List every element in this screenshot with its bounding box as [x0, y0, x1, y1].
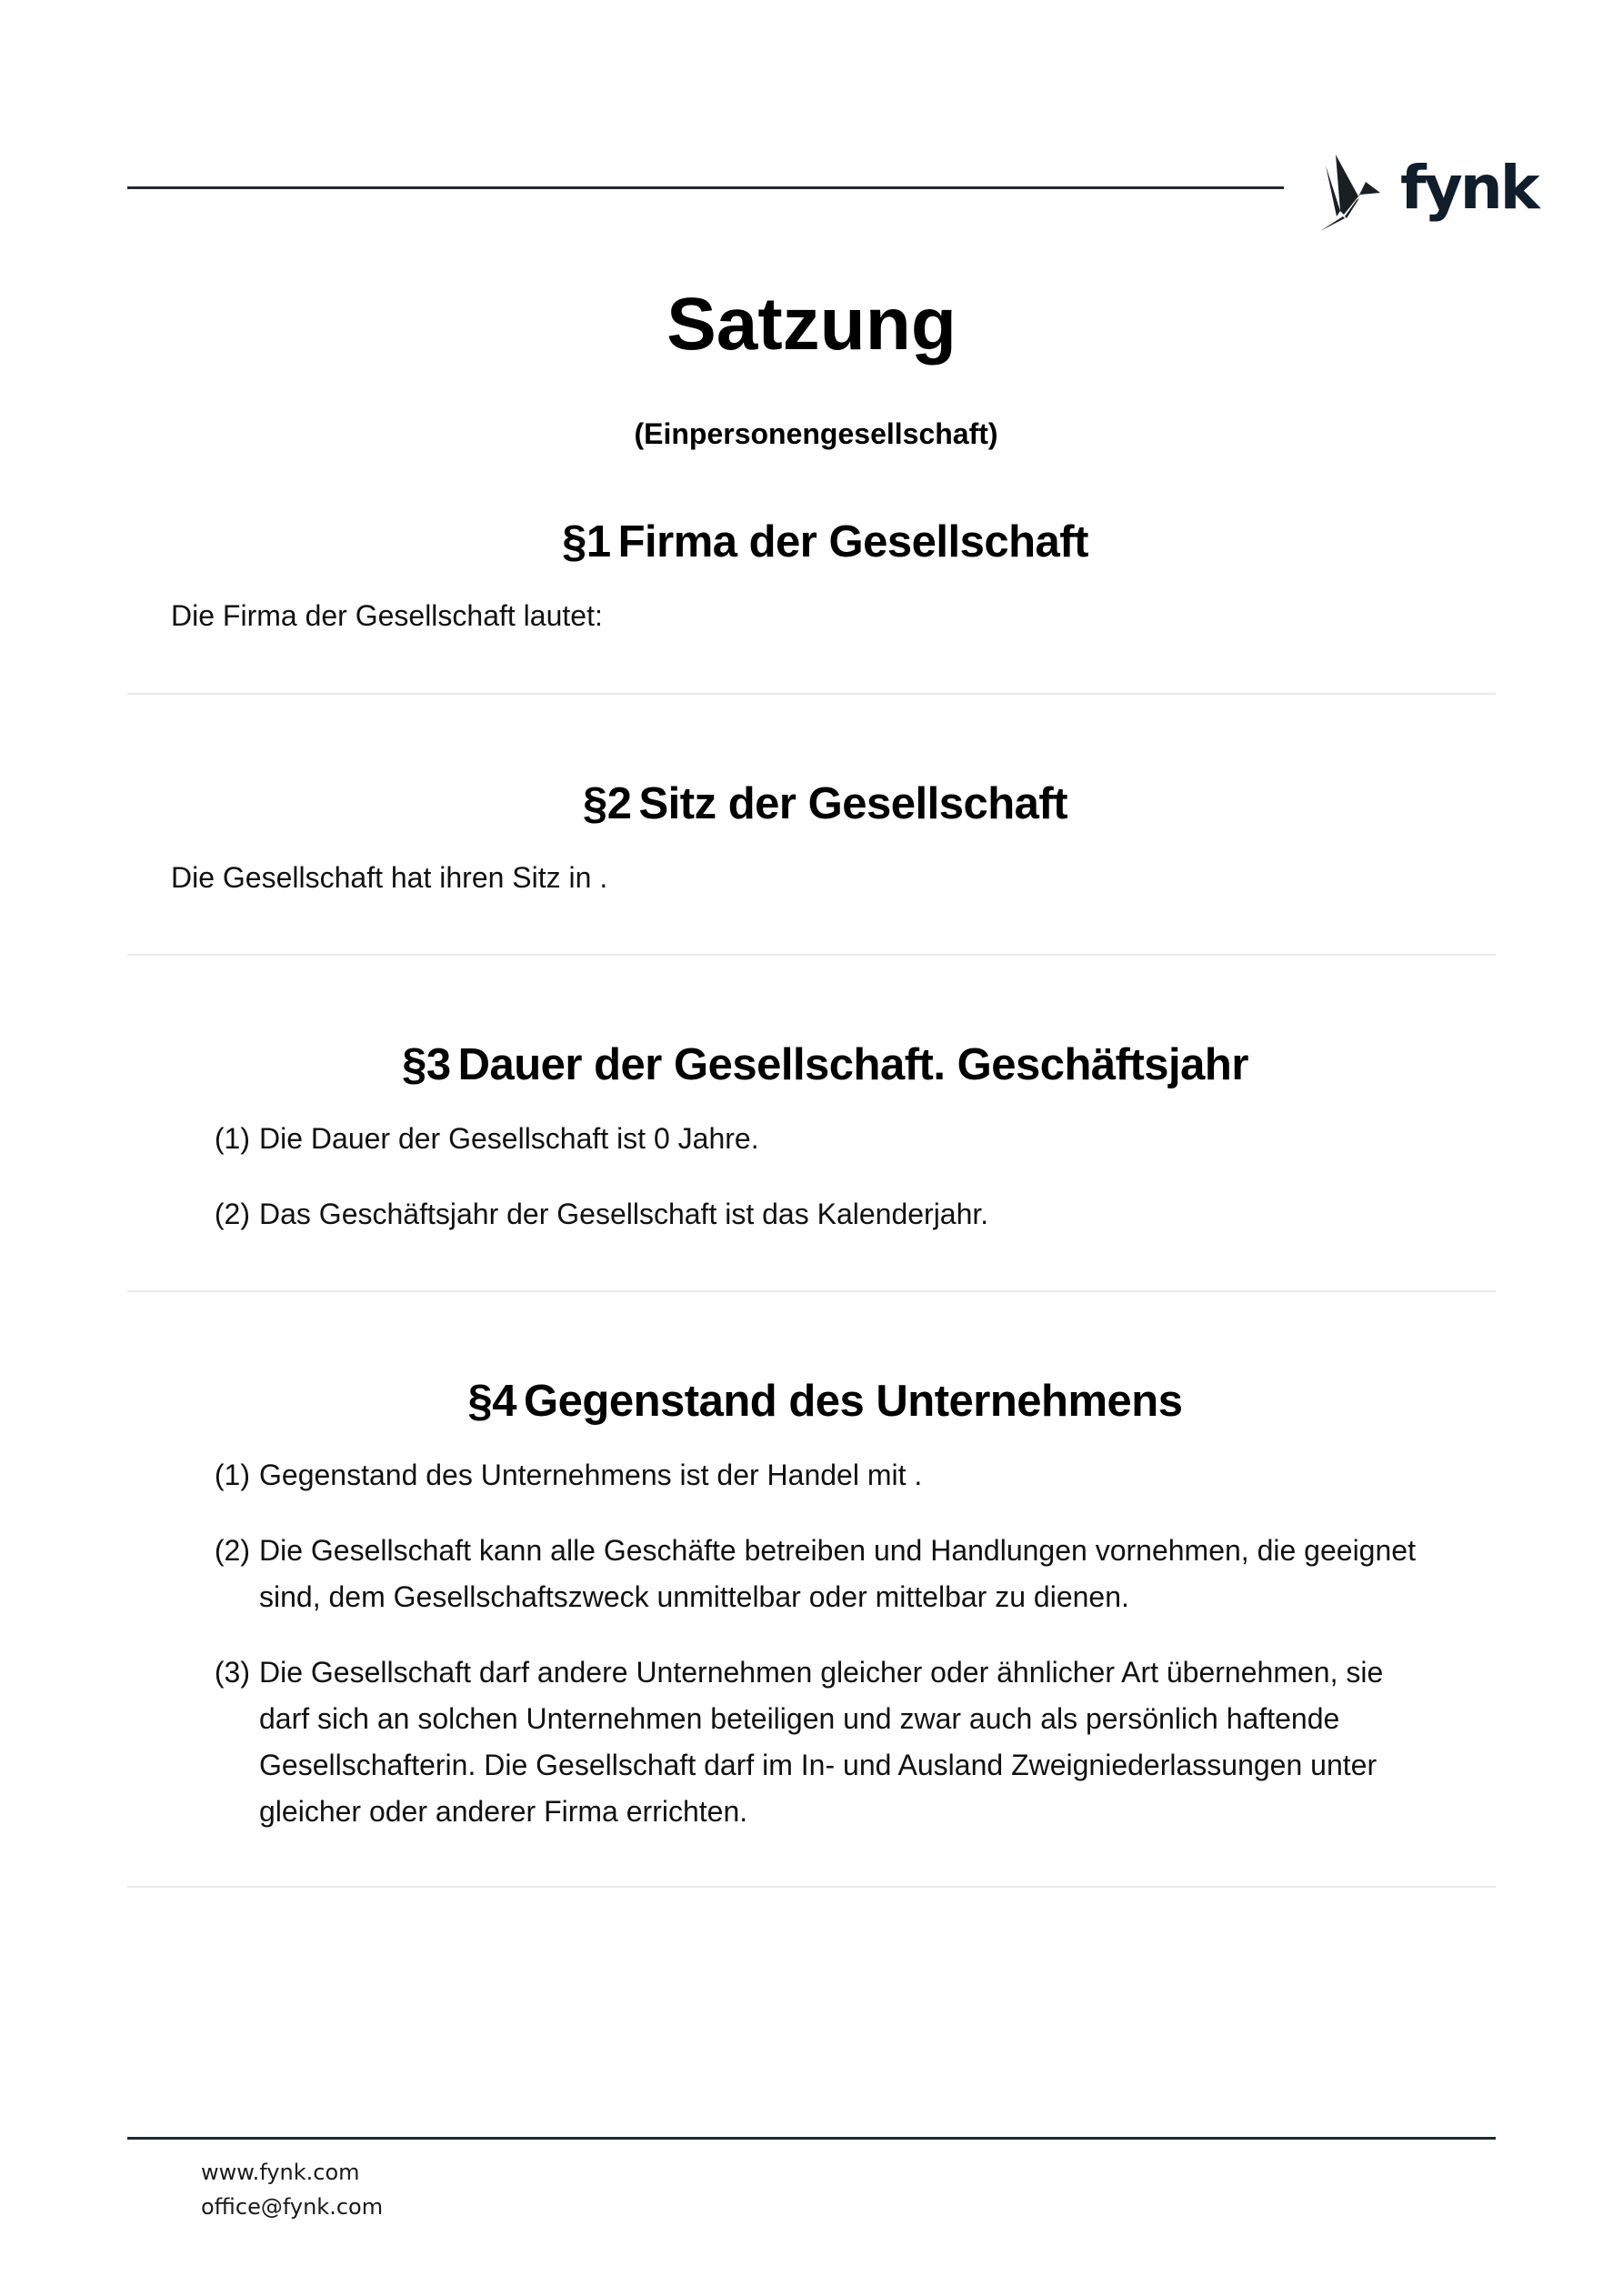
list-item: [171, 1191, 1496, 1238]
section-2: [127, 777, 1496, 901]
list-marker: (1): [214, 1121, 250, 1155]
section-text: Die Gesellschaft hat ihren Sitz in .: [171, 860, 608, 894]
section-body: [127, 855, 1496, 901]
section-body: [127, 593, 1496, 639]
section-heading: [127, 1038, 1496, 1092]
footer-rule: [127, 2137, 1496, 2140]
section-title: Sitz der Gesellschaft: [638, 779, 1068, 828]
section-text: Die Firma der Gesellschaft lautet:: [171, 598, 603, 632]
section-number: §2: [582, 779, 632, 828]
section-number: §4: [467, 1377, 517, 1426]
section-number: §1: [562, 517, 611, 566]
section-separator: [127, 693, 1496, 695]
list-marker: (2): [214, 1533, 250, 1567]
section-title: Dauer der Gesellschaft. Geschäftsjahr: [457, 1040, 1248, 1089]
footer: [201, 2155, 383, 2224]
footer-website-link[interactable]: www.fynk.com: [201, 2160, 360, 2185]
list-text: Die Gesellschaft darf andere Unternehmen gleicher oder ähnlicher Art übernehmen, sie darf sich an solchen Unternehmen beteiligen und zwar auch als persönlich haftende Gesellschafterin. Die Gesellschaft darf im In- und Ausland Zweigniederlassungen unter gleicher oder anderer Firma errichten.: [259, 1655, 1384, 1828]
origami-bird-icon: [1318, 153, 1382, 231]
section-body: [127, 1116, 1496, 1238]
section-1: [127, 516, 1496, 639]
list-text: Die Dauer der Gesellschaft ist 0 Jahre.: [259, 1121, 759, 1155]
list-marker: (2): [214, 1197, 250, 1230]
list-item: [171, 1452, 1496, 1499]
section-separator: [127, 1886, 1496, 1888]
brand-wordmark: fynk: [1400, 153, 1538, 223]
document-title: Satzung: [666, 283, 957, 366]
brand-logo: [1318, 151, 1538, 233]
section-separator: [127, 1290, 1496, 1292]
list-marker: (3): [214, 1655, 250, 1689]
header-rule: [127, 186, 1284, 189]
section-separator: [127, 954, 1496, 956]
section-number: §3: [402, 1040, 451, 1089]
list-item: [171, 1649, 1496, 1835]
document-subtitle: (Einpersonengesellschaft): [634, 417, 998, 450]
list-text: Die Gesellschaft kann alle Geschäfte betreiben und Handlungen vornehmen, die geeignet sind, dem Gesellschaftszweck unmittelbar oder mittelbar zu dienen.: [259, 1533, 1416, 1613]
section-title: Gegenstand des Unternehmens: [524, 1377, 1183, 1426]
section-title: Firma der Gesellschaft: [617, 517, 1088, 566]
list-item: [171, 1116, 1496, 1162]
section-heading: [127, 1375, 1496, 1429]
section-heading: [127, 777, 1496, 831]
section-4: [127, 1375, 1496, 1835]
list-text: Gegenstand des Unternehmens ist der Handel mit .: [259, 1458, 923, 1491]
footer-email-link[interactable]: office@fynk.com: [201, 2194, 384, 2220]
list-text: Das Geschäftsjahr der Gesellschaft ist das Kalenderjahr.: [259, 1197, 989, 1230]
list-marker: (1): [214, 1458, 250, 1491]
section-heading: [127, 516, 1496, 569]
section-3: [127, 1038, 1496, 1238]
section-body: [127, 1452, 1496, 1835]
list-item: [171, 1528, 1496, 1620]
